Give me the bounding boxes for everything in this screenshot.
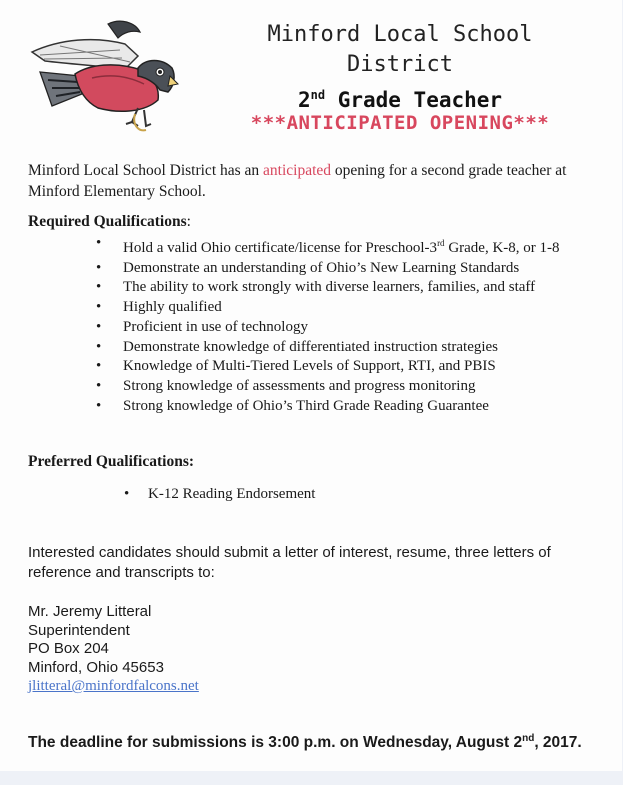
district-title-line-2: District: [347, 52, 453, 77]
position-title: [225, 80, 575, 115]
list-item-text: Grade, K-8, or 1-8: [444, 240, 560, 256]
position-number: 2: [297, 88, 311, 112]
required-heading-text: Required Qualifications: [28, 213, 187, 230]
list-item: • Highly qualified: [96, 298, 560, 318]
list-item: • Strong knowledge of Ohio’s Third Grade Reading Guarantee: [96, 397, 560, 417]
anticipated-opening-banner: ***ANTICIPATED OPENING***: [250, 112, 550, 134]
intro-text-start: Minford Local School District has an: [28, 162, 264, 179]
required-qualifications-heading: [28, 213, 191, 231]
list-item: • Knowledge of Multi-Tiered Levels of Support, RTI, and PBIS: [96, 357, 560, 377]
required-heading-colon: :: [186, 213, 191, 230]
deadline-ordinal: nd: [522, 733, 535, 744]
list-item: • The ability to work strongly with diverse learners, families, and staff: [96, 278, 560, 298]
intro-text-end: opening for a second grade teacher at Minford Elementary School.: [28, 162, 567, 200]
required-qualifications-list: [96, 234, 560, 416]
contact-city: Minford, Ohio 45653: [28, 658, 164, 676]
list-item: • Demonstrate knowledge of differentiated instruction strategies: [96, 338, 560, 358]
position-name: Grade Teacher: [325, 88, 503, 112]
contact-name: Mr. Jeremy Litteral: [28, 603, 152, 620]
list-item: [96, 234, 560, 259]
deadline-text: The deadline for submissions is 3:00 p.m. on Wednesday, August 2: [28, 734, 523, 752]
contact-address: [28, 603, 199, 696]
list-item: • Proficient in use of technology: [96, 318, 560, 338]
deadline-year: , 2017.: [534, 734, 582, 752]
intro-paragraph: [28, 160, 613, 202]
list-item-text: Hold a valid Ohio certificate/license for Preschool-3: [123, 240, 438, 256]
list-item: • Demonstrate an understanding of Ohio’s New Learning Standards: [96, 259, 560, 279]
district-title: [225, 20, 575, 80]
contact-role: Superintendent: [28, 621, 130, 639]
list-item-ordinal: rd: [437, 238, 445, 248]
submission-instructions: Interested candidates should submit a letter of interest, resume, three letters of reference and transcripts to:: [28, 544, 551, 581]
deadline-statement: [28, 733, 582, 752]
falcon-mascot-icon: [20, 14, 180, 139]
list-item: • Strong knowledge of assessments and progress monitoring: [96, 377, 560, 397]
preferred-qualifications-list: [124, 486, 315, 503]
contact-email-link[interactable]: jlitteral@minfordfalcons.net: [28, 678, 199, 694]
contact-po-box: PO Box 204: [28, 640, 109, 657]
position-ordinal: nd: [310, 88, 326, 102]
preferred-qualifications-heading: Preferred Qualifications:: [28, 453, 195, 470]
district-title-line-1: Minford Local School: [267, 22, 533, 47]
intro-highlight: anticipated: [263, 162, 332, 179]
list-item: • K-12 Reading Endorsement: [124, 486, 315, 503]
